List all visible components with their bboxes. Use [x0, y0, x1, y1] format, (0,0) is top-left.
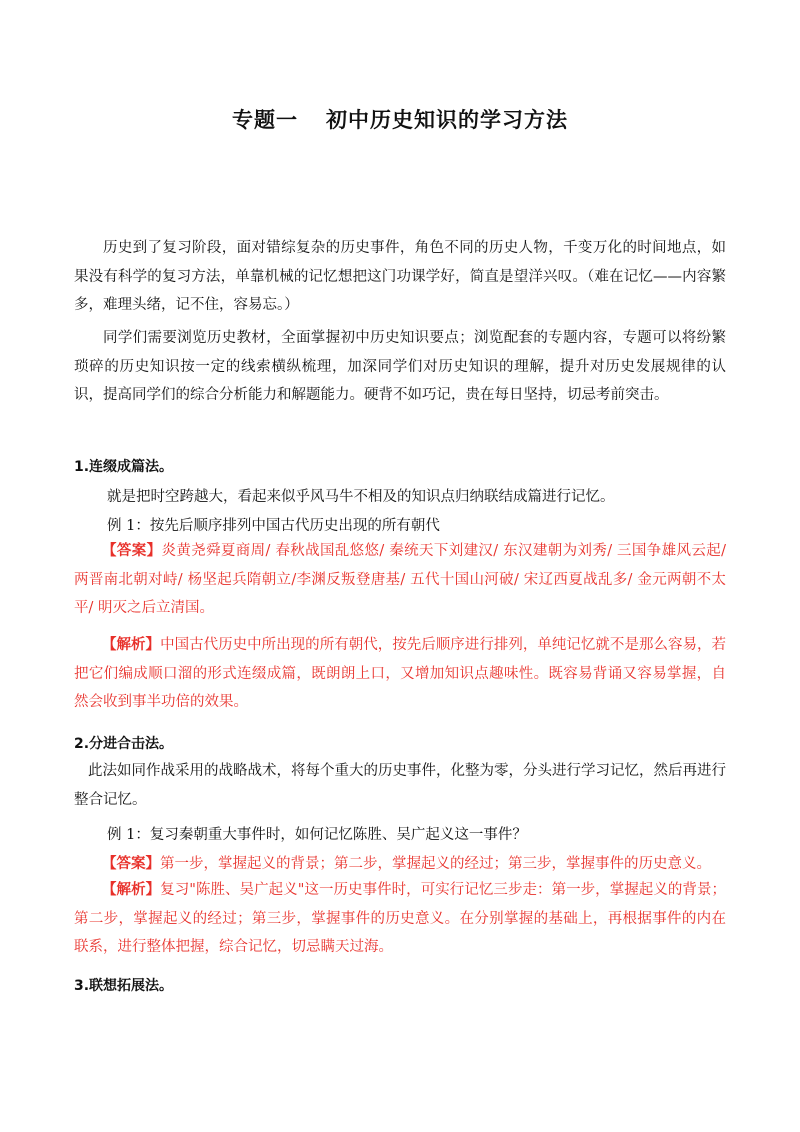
section-1-desc: 就是把时空跨越大，看起来似乎风马牛不相及的知识点归纳联结成篇进行记忆。 — [107, 489, 615, 505]
section-1-answer — [74, 537, 726, 623]
answer-text: 炎黄尧舜夏商周/ 春秋战国乱悠悠/ 秦统天下刘建汉/ 东汉建朝为刘秀/ 三国争雄风云起/ 两晋南北朝对峙/ 杨坚起兵隋朝立/李渊反叛登唐基/ 五代十国山河破/ 宋辽西夏战乱多/ 金元两朝不太平/ 明灭之后立清国。 — [74, 543, 726, 616]
section-2-example: 例 1：复习秦朝重大事件时，如何记忆陈胜、吴广起义这一事件？ — [107, 827, 527, 843]
analysis-text: 复习"陈胜、吴广起义"这一历史事件时，可实行记忆三步走：第一步，掌握起义的背景；第二步，掌握起义的经过；第三步，掌握事件的历史意义。在分别掌握的基础上，再根据事件的内在联系，进行整体把握，综合记忆，切忌瞒天过海。 — [74, 882, 726, 955]
answer-text: 第一步，掌握起义的背景；第二步，掌握起义的经过；第三步，掌握事件的历史意义。 — [160, 856, 711, 872]
section-2-analysis — [74, 876, 726, 962]
section-1-analysis — [74, 631, 726, 717]
section-1-heading: 1.连缀成篇法。 — [74, 459, 174, 475]
answer-tag: 【答案】 — [102, 542, 162, 559]
intro-paragraph-2: 同学们需要浏览历史教材，全面掌握初中历史知识要点；浏览配套的专题内容，专题可以将纷繁琐碎的历史知识按一定的线索横纵梳理，加深同学们对历史知识的理解，提升对历史发展规律的认识，提高同学们的综合分析能力和解题能力。硬背不如巧记，贵在每日坚持，切忌考前突击。 — [74, 330, 726, 403]
answer-tag: 【答案】 — [102, 855, 160, 872]
title-part2: 初中历史知识的学习方法 — [326, 108, 568, 132]
page-title — [0, 104, 800, 134]
analysis-tag: 【解析】 — [102, 636, 161, 653]
section-2-heading: 2.分进合击法。 — [74, 736, 174, 752]
analysis-tag: 【解析】 — [102, 881, 161, 898]
title-part1: 专题一 — [232, 108, 298, 132]
intro-paragraph-1: 历史到了复习阶段，面对错综复杂的历史事件，角色不同的历史人物，千变万化的时间地点，如果没有科学的复习方法，单靠机械的记忆想把这门功课学好，简直是望洋兴叹。（难在记忆——内容繁多，难理头绪，记不住，容易忘。） — [74, 240, 726, 313]
section-1-example: 例 1：按先后顺序排列中国古代历史出现的所有朝代 — [107, 518, 440, 534]
analysis-text: 中国古代历史中所出现的所有朝代，按先后顺序进行排列，单纯记忆就不是那么容易，若把它们编成顺口溜的形式连缀成篇，既朗朗上口，又增加知识点趣味性。既容易背诵又容易掌握，自然会收到事半功倍的效果。 — [74, 637, 727, 710]
section-2-desc: 此法如同作战采用的战略战术，将每个重大的历史事件，化整为零，分头进行学习记忆，然后再进行整合记忆。 — [74, 763, 726, 808]
section-3-heading: 3.联想拓展法。 — [74, 978, 174, 994]
section-2-answer — [102, 852, 711, 873]
